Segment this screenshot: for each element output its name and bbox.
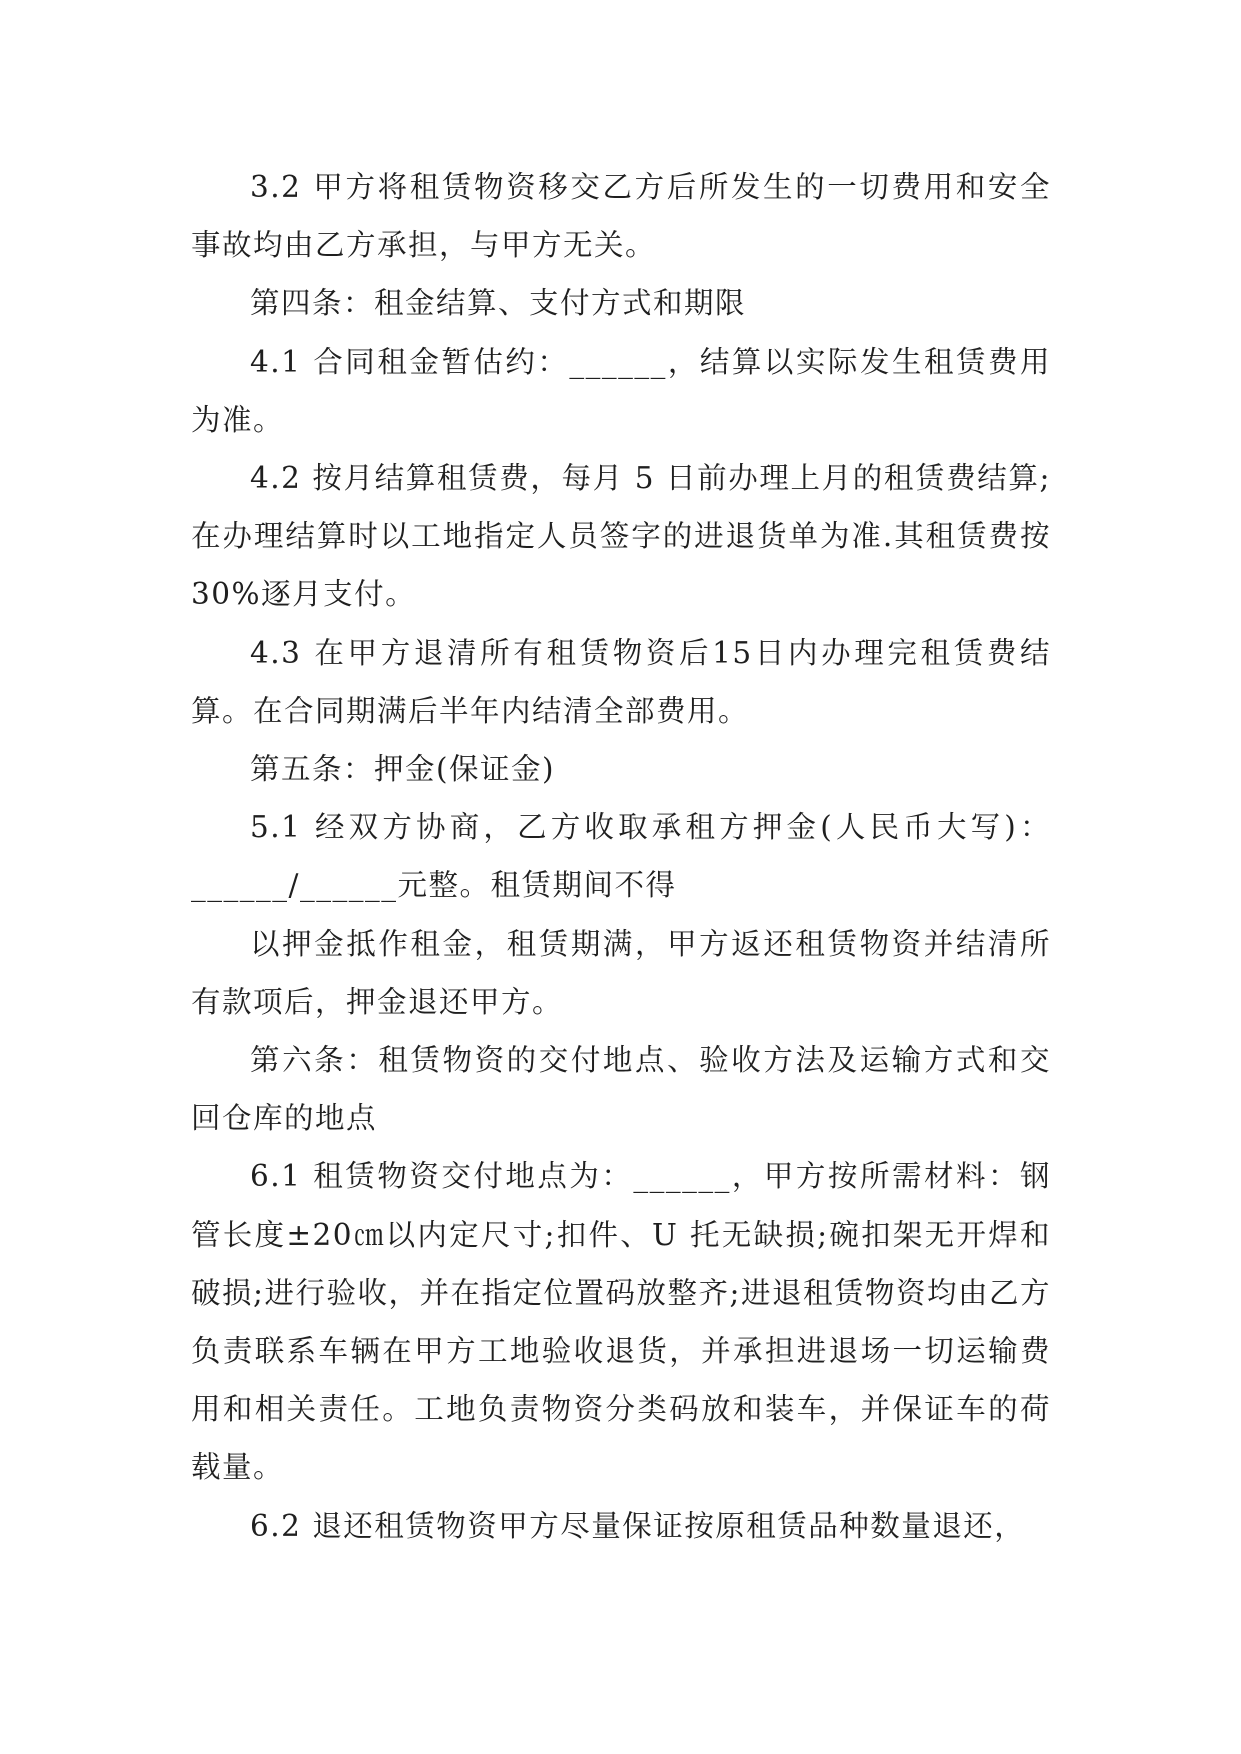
paragraph-6-1: 6.1 租赁物资交付地点为：______，甲方按所需材料：钢管长度±20㎝以内定尺寸;扣件、U 托无缺损;碗扣架无开焊和破损;进行验收，并在指定位置码放整齐;进退租赁物资均由乙方负责联系车辆在甲方工地验收退货，并承担进退场一切运输费用和相关责任。工地负责物资分类码放和装车，并保证车的荷载量。 [191, 1159, 1051, 1485]
paragraph-4-2: 4.2 按月结算租赁费，每月 5 日前办理上月的租赁费结算;在办理结算时以工地指定人员签字的进退货单为准.其租赁费按 30%逐月支付。 [191, 461, 1051, 612]
document-body [191, 158, 1051, 1555]
paragraph-3-2: 3.2 甲方将租赁物资移交乙方后所发生的一切费用和安全事故均由乙方承担，与甲方无关。 [191, 170, 1051, 263]
paragraph-6-2: 6.2 退还租赁物资甲方尽量保证按原租赁品种数量退还， [250, 1508, 1026, 1543]
heading-article-4: 第四条：租金结算、支付方式和期限 [250, 286, 747, 321]
heading-article-6: 第六条：租赁物资的交付地点、验收方法及运输方式和交回仓库的地点 [191, 1043, 1051, 1136]
heading-article-5: 第五条：押金(保证金) [250, 752, 556, 787]
paragraph-5-1: 5.1 经双方协商，乙方收取承租方押金(人民币大写)：______/______元整。租赁期间不得 [191, 810, 1051, 903]
paragraph-4-3: 4.3 在甲方退清所有租赁物资后15日内办理完租赁费结算。在合同期满后半年内结清全部费用。 [191, 635, 1051, 728]
paragraph-5-1-continued: 以押金抵作租金，租赁期满，甲方返还租赁物资并结清所有款项后，押金退还甲方。 [191, 926, 1051, 1019]
paragraph-4-1: 4.1 合同租金暂估约：______，结算以实际发生租赁费用为准。 [191, 344, 1051, 437]
